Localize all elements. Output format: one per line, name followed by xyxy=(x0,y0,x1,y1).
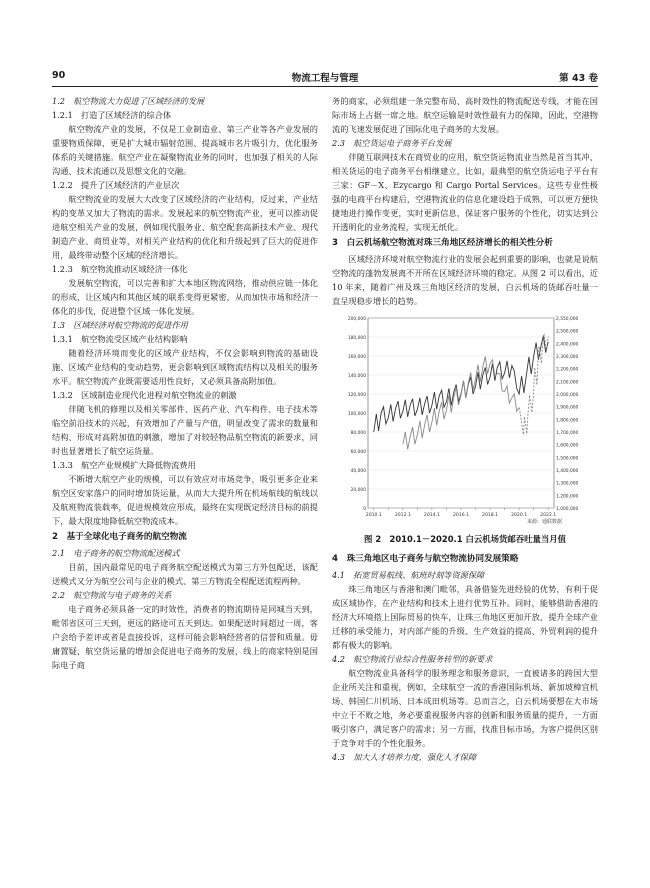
volume-label: 第 43 卷 xyxy=(559,73,598,84)
right-tick-label: 2,400,000 xyxy=(556,342,579,348)
right-tick-label: 1,900,000 xyxy=(556,405,579,411)
x-tick-label: 2016.1 xyxy=(452,513,470,518)
right-tick-label: 2,000,000 xyxy=(556,393,579,398)
right-tick-label: 1,800,000 xyxy=(556,418,579,424)
x-tick-label: 2014.1 xyxy=(423,513,440,518)
right-tick-label: 2,100,000 xyxy=(556,380,579,386)
paragraph: 区域经济环境对航空物流行业的发展会起到重要的影响，也就是说航空物流的蓬勃发展离不开所在区域经济环境的稳定。从图 2 可以看出，近 10 年来，随着广州及珠三角地区经济的发展，白云机场的货邮吞吐量一直呈现稳步增长的趋势。 xyxy=(332,254,598,306)
left-tick-label: 20,000 xyxy=(350,488,366,493)
x-tick-label: 2012.1 xyxy=(394,513,411,518)
chart-source: 来源：通联数据 xyxy=(526,519,562,525)
header-rule xyxy=(52,86,598,87)
section-heading: 2.1 电子商务的航空物流配送模式 xyxy=(52,548,180,558)
left-tick-label: 60,000 xyxy=(350,450,366,455)
right-tick-label: 1,300,000 xyxy=(556,481,579,487)
paragraph: 伴随飞机的修理以及相关零部件、医药产业、汽车构件、电子技术等临空前沿技术的兴起，有效增加了产量与产值，明显改变了需求的数量和结构、形成对高附加值的刺激，增加了对较轻物品航空物流的新要求，同时也显著增长了航空运货量。 xyxy=(52,404,318,456)
section-heading: 4.2 航空物流行业综合性服务转型的新要求 xyxy=(332,654,493,664)
section-heading: 2.3 航空货运电子商务平台发展 xyxy=(332,138,452,148)
page-number: 90 xyxy=(52,70,66,81)
section-title: 3 白云机场航空物流对珠三角地区经济增长的相关性分析 xyxy=(332,238,553,248)
left-tick-label: 0 xyxy=(363,507,366,512)
right-tick-label: 1,400,000 xyxy=(556,469,579,474)
paragraph: 务的商家，必须组建一条完整布局、高时效性的物流配送专线，才能在国际市场上占据一席之地。航空运输是时效性最有力的保障，因此，空港物流的飞速发展促进了国际化电子商务的大发展。 xyxy=(332,96,598,134)
paragraph: 电子商务必须具备一定的时效性，消费者的物流期待是同城当天到，毗邻省区可三天到，更远的路途可五天到达。如果配送时间超过一周，客户会给予差评或者是直接投诉，这样可能会影响经营者的信誉和质量。毋庸置疑，航空货运量的增加会促进电子商务的发展，线上的商家特别是国际电子商 xyxy=(52,604,318,670)
right-tick-label: 1,600,000 xyxy=(556,443,579,449)
subsection-heading: 1.3.2 区域制造业现代化进程对航空物流业的刺激 xyxy=(52,390,237,400)
right-tick-label: 1,200,000 xyxy=(556,494,579,500)
journal-title: 物流工程与管理 xyxy=(291,73,359,84)
left-tick-label: 100,000 xyxy=(347,412,366,417)
section-heading: 4.3 加大人才培养力度，强化人才保障 xyxy=(332,752,477,762)
x-tick-label: 2022.1 xyxy=(540,513,557,518)
section-heading: 1.2 航空物流大力促进了区域经济的发展 xyxy=(52,96,205,106)
section-heading: 4.1 拓宽贸易航线、航班时刻等资源保障 xyxy=(332,570,485,580)
right-tick-label: 2,200,000 xyxy=(556,367,579,373)
right-tick-label: 2,550,000 xyxy=(556,317,579,322)
section-heading: 2.2 航空物流与电子商务的关系 xyxy=(52,590,172,600)
section-title: 2 基于全球化电子商务的航空物流 xyxy=(52,532,187,542)
section-heading: 1.3 区域经济对航空物流的促进作用 xyxy=(52,320,188,330)
paragraph: 不断增大航空产业的规模，可以有效应对市场竞争，吸引更多企业来航空区安家落户的同时增加货运量，从而大大提升所在机场航线的航线以及航班物流装载率，促进规模效应形成，最终在实现既定经济目标的前提下，最大限度地降低航空物流成本。 xyxy=(52,474,318,526)
paragraph: 珠三角地区与香港和澳门毗邻，具备借鉴先进经验的优势，有利于促成区域协作，在产业结构和技术上进行优势互补。同时，能够借助香港的经济大环境搭上国际贸易的快车，让珠三角地区更加开放，提升全球产业迁移的承受能力，对内部产能的升级、生产效益的提高、外贸利润的提升都有极大的影响。 xyxy=(332,584,598,650)
left-tick-label: 80,000 xyxy=(350,431,366,436)
paragraph: 发展航空物流，可以完善和扩大本地区物流网络，推动供应链一体化的形成，让区域内和其他区域的联系变得更紧密，从而加快市场和经济一体化的步伐，促进整个区域一体化发展。 xyxy=(52,278,318,316)
subsection-heading: 1.3.3 航空产业规模扩大降低物流费用 xyxy=(52,460,196,470)
right-tick-label: 1,700,000 xyxy=(556,431,579,436)
right-column xyxy=(332,94,598,764)
subsection-heading: 1.3.1 航空物流受区域产业结构影响 xyxy=(52,334,188,344)
left-tick-label: 160,000 xyxy=(347,355,366,360)
series-line-0 xyxy=(374,336,548,432)
subsection-heading: 1.2.3 航空物流推动区域经济一体化 xyxy=(52,264,188,274)
x-tick-label: 2018.1 xyxy=(482,513,499,518)
figure-caption: 图 2 2010.1－2020.1 白云机场货邮吞吐量当月值 xyxy=(364,534,566,544)
right-tick-label: 1,500,000 xyxy=(556,456,579,462)
paragraph: 航空物流业具备科学的服务理念和服务意识，一直被诸多的跨国大型企业所关注和重视，例如，全球航空一流的香港国际机场、新加坡樟宜机场、韩国仁川机场、日本成田机场等。总而言之，白云机场要想在大市场中立于不败之地，务必要重视服务内容的创新和服务质量的提升，一方面吸引客户，满足客户的需求；另一方面，找准目标市场，为客户提供区别于竞争对手的个性化服务。 xyxy=(332,668,598,748)
left-tick-label: 140,000 xyxy=(347,374,366,379)
left-tick-label: 120,000 xyxy=(347,393,366,398)
section-title: 4 珠三角地区电子商务与航空物流协同发展策略 xyxy=(332,554,519,564)
paragraph: 航空物流业的发展大大改变了区域经济的产业结构，反过来，产业结构的变革又加大了物流的需求。发展起来的航空物流产业，更可以推动促进航空相关产业的发展，例如现代服务业、航空配套高新技术产业、现代制造产业、商贸业等，对相关产业结构的优化和升级起到了巨大的促进作用，最终带动整个区域的经济增长。 xyxy=(52,194,318,260)
left-tick-label: 200,000 xyxy=(347,317,366,322)
left-tick-label: 180,000 xyxy=(347,336,366,341)
x-tick-label: 2010.1 xyxy=(365,513,382,518)
left-tick-label: 40,000 xyxy=(350,469,366,474)
subsection-heading: 1.2.2 提升了区域经济的产业层次 xyxy=(52,180,180,190)
right-tick-label: 2,500,000 xyxy=(556,329,579,335)
paragraph: 目前，国内最常见的电子商务航空配送模式为第三方外包配送，该配送模式又分为航空公司与企业的模式、第三方物流全程配送流程两种。 xyxy=(52,562,318,586)
series-line-2 xyxy=(519,334,548,435)
paragraph: 伴随互联网技术在商贸业的应用，航空货运物流业当然是首当其冲，相关货运的电子商务平台相继建立，比如，最典型的航空货运电子平台有三家：GF－X、Ezycargo 和 Cargo Portal Services。这些专业性极强的电商平台构建后，空港物流业的信息化建设趋于成熟，可以更方便快捷地进行操作变更，实时更新信息，保证客户服务的个性化，切实达到公开透明化的业务流程，实现无纸化。 xyxy=(332,152,598,232)
page-header xyxy=(52,70,598,84)
x-tick-label: 2020.1 xyxy=(511,513,528,518)
figure-2 xyxy=(332,312,598,530)
chart-svg xyxy=(332,312,598,530)
right-tick-label: 1,000,000 xyxy=(556,507,579,512)
subsection-heading: 1.2.1 打造了区域经济的综合体 xyxy=(52,110,172,120)
paragraph: 航空物流产业的发展，不仅是工业制造业、第三产业等各产业发展的重要物质保障，更是扩大城市辐射范围、提高城市名片吸引力，优化服务体系的关键措施。航空产业在凝聚物流业务的同时，也加强了相关的人际沟通、技术流通以及思想文化的交融。 xyxy=(52,124,318,176)
paragraph: 随着经济环境而变化的区域产业结构，不仅会影响到物流的基础设施、区域产业结构的变动趋势，更会影响到区域物流结构以及相关的服务水平。航空物流产业既需要适用性良好，又必须具备高附加值。 xyxy=(52,348,318,386)
left-column xyxy=(52,94,318,672)
right-tick-label: 2,300,000 xyxy=(556,355,579,360)
